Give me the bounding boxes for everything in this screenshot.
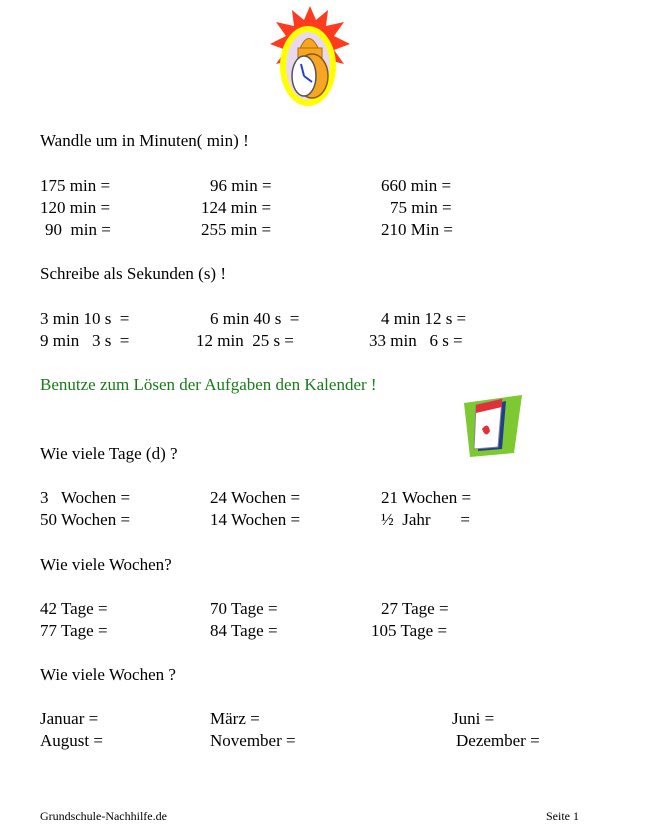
- task-1-3: 660 min =: [381, 176, 452, 195]
- task-1-5: 124 min =: [201, 198, 272, 217]
- footer-site: Grundschule-Nachhilfe.de: [40, 809, 167, 823]
- task-2-1: 3 min 10 s =: [40, 309, 130, 328]
- task-4-2: 70 Tage =: [210, 599, 278, 618]
- task-2-3: 4 min 12 s =: [381, 309, 467, 328]
- task-4-1: 42 Tage =: [40, 599, 108, 618]
- task-1-4: 120 min =: [40, 198, 111, 217]
- task-5-5: November =: [210, 731, 296, 750]
- section5-title: Wie viele Wochen ?: [40, 665, 176, 684]
- section4-title: Wie viele Wochen?: [40, 555, 172, 574]
- task-2-6: 33 min 6 s =: [369, 331, 463, 350]
- task-2-2: 6 min 40 s =: [210, 309, 300, 328]
- alarm-clock-icon: [268, 4, 352, 108]
- task-4-6: 105 Tage =: [371, 621, 448, 640]
- task-3-5: 14 Wochen =: [210, 510, 301, 529]
- task-5-4: August =: [40, 731, 103, 750]
- section2-title: Schreibe als Sekunden (s) !: [40, 264, 227, 283]
- task-4-4: 77 Tage =: [40, 621, 108, 640]
- task-3-1: 3 Wochen =: [40, 488, 131, 507]
- task-1-1: 175 min =: [40, 176, 111, 195]
- task-5-6: Dezember =: [456, 731, 540, 750]
- task-1-2: 96 min =: [210, 176, 272, 195]
- task-2-4: 9 min 3 s =: [40, 331, 130, 350]
- section1-title: Wandle um in Minuten( min) !: [40, 131, 249, 150]
- calendar-note: Benutze zum Lösen der Aufgaben den Kalender !: [40, 375, 377, 394]
- task-1-8: 255 min =: [201, 220, 272, 239]
- task-1-9: 210 Min =: [381, 220, 453, 239]
- task-4-3: 27 Tage =: [381, 599, 449, 618]
- section3-title: Wie viele Tage (d) ?: [40, 444, 178, 463]
- task-4-5: 84 Tage =: [210, 621, 278, 640]
- task-5-1: Januar =: [40, 709, 99, 728]
- task-5-3: Juni =: [452, 709, 495, 728]
- task-1-6: 75 min =: [390, 198, 452, 217]
- task-3-2: 24 Wochen =: [210, 488, 301, 507]
- task-1-7: 90 min =: [45, 220, 111, 239]
- task-5-2: März =: [210, 709, 260, 728]
- task-2-5: 12 min 25 s =: [196, 331, 294, 350]
- footer-page: Seite 1: [546, 809, 579, 823]
- task-3-6: ½ Jahr =: [381, 510, 470, 529]
- task-3-3: 21 Wochen =: [381, 488, 472, 507]
- calendar-icon: [462, 393, 524, 459]
- task-3-4: 50 Wochen =: [40, 510, 131, 529]
